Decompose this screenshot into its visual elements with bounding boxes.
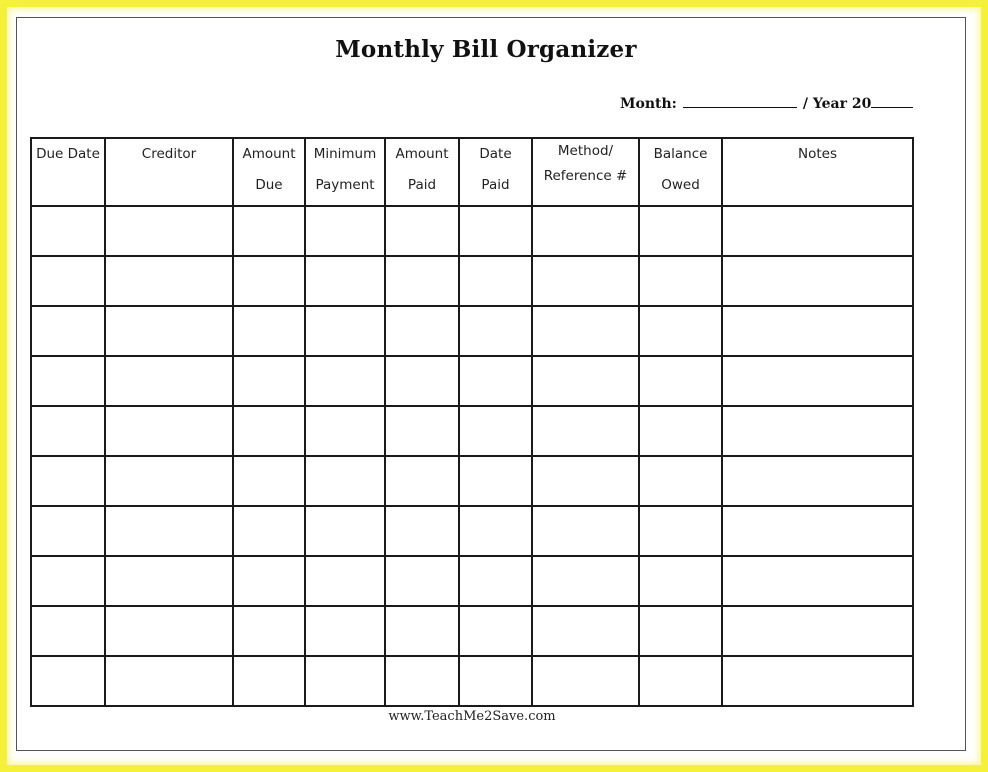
table-cell[interactable] bbox=[31, 206, 105, 256]
table-cell[interactable] bbox=[31, 556, 105, 606]
table-cell[interactable] bbox=[459, 456, 532, 506]
table-row bbox=[31, 356, 913, 406]
table-cell[interactable] bbox=[385, 506, 459, 556]
table-cell[interactable] bbox=[105, 206, 233, 256]
table-cell[interactable] bbox=[385, 606, 459, 656]
table-cell[interactable] bbox=[722, 456, 913, 506]
table-cell[interactable] bbox=[233, 456, 305, 506]
table-cell[interactable] bbox=[459, 606, 532, 656]
table-cell[interactable] bbox=[385, 456, 459, 506]
year-label: / Year 20 bbox=[802, 96, 872, 112]
month-label: Month: bbox=[620, 96, 677, 112]
table-row bbox=[31, 206, 913, 256]
table-cell[interactable] bbox=[532, 256, 639, 306]
table-cell[interactable] bbox=[532, 406, 639, 456]
table-cell[interactable] bbox=[31, 656, 105, 706]
table-cell[interactable] bbox=[233, 306, 305, 356]
table-cell[interactable] bbox=[233, 256, 305, 306]
table-cell[interactable] bbox=[722, 556, 913, 606]
table-cell[interactable] bbox=[385, 556, 459, 606]
header-row bbox=[31, 138, 913, 206]
col-header-due-date: Due Date bbox=[31, 138, 105, 206]
table-cell[interactable] bbox=[305, 256, 385, 306]
table-cell[interactable] bbox=[233, 406, 305, 456]
table-cell[interactable] bbox=[233, 506, 305, 556]
table-row bbox=[31, 456, 913, 506]
table-cell[interactable] bbox=[532, 606, 639, 656]
page-title: Monthly Bill Organizer bbox=[335, 36, 637, 63]
table-cell[interactable] bbox=[639, 206, 722, 256]
table-cell[interactable] bbox=[385, 256, 459, 306]
table-cell[interactable] bbox=[31, 606, 105, 656]
table-row bbox=[31, 556, 913, 606]
table-cell[interactable] bbox=[639, 556, 722, 606]
table-cell[interactable] bbox=[385, 306, 459, 356]
table-cell[interactable] bbox=[31, 456, 105, 506]
table-cell[interactable] bbox=[31, 356, 105, 406]
table-body bbox=[31, 206, 913, 706]
table-cell[interactable] bbox=[233, 356, 305, 406]
month-blank[interactable] bbox=[683, 95, 797, 108]
table-cell[interactable] bbox=[639, 456, 722, 506]
table-cell[interactable] bbox=[532, 556, 639, 606]
table-cell[interactable] bbox=[305, 206, 385, 256]
table-cell[interactable] bbox=[639, 356, 722, 406]
table-cell[interactable] bbox=[459, 306, 532, 356]
col-header-amount-paid: Amount Paid bbox=[385, 138, 459, 206]
table-cell[interactable] bbox=[385, 206, 459, 256]
table-cell[interactable] bbox=[105, 456, 233, 506]
table-cell[interactable] bbox=[31, 306, 105, 356]
table-row bbox=[31, 406, 913, 456]
table-cell[interactable] bbox=[31, 256, 105, 306]
table-cell[interactable] bbox=[31, 406, 105, 456]
table-cell[interactable] bbox=[459, 206, 532, 256]
table-cell[interactable] bbox=[105, 656, 233, 706]
table-cell[interactable] bbox=[459, 406, 532, 456]
col-header-amount-due: Amount Due bbox=[233, 138, 305, 206]
table-cell[interactable] bbox=[722, 656, 913, 706]
year-blank[interactable] bbox=[871, 95, 913, 108]
table-cell[interactable] bbox=[639, 506, 722, 556]
table-cell[interactable] bbox=[305, 406, 385, 456]
table-cell[interactable] bbox=[639, 306, 722, 356]
table-row bbox=[31, 606, 913, 656]
col-header-date-paid: Date Paid bbox=[459, 138, 532, 206]
table-cell[interactable] bbox=[722, 256, 913, 306]
table-cell[interactable] bbox=[233, 206, 305, 256]
footer-website: www.TeachMe2Save.com bbox=[388, 709, 556, 724]
bill-table bbox=[30, 137, 914, 707]
table-cell[interactable] bbox=[305, 606, 385, 656]
table-cell[interactable] bbox=[105, 356, 233, 406]
table-row bbox=[31, 256, 913, 306]
table-cell[interactable] bbox=[459, 506, 532, 556]
month-year-field bbox=[620, 95, 913, 112]
table-cell[interactable] bbox=[233, 556, 305, 606]
col-header-notes: Notes bbox=[722, 138, 913, 206]
table-cell[interactable] bbox=[459, 256, 532, 306]
table-cell[interactable] bbox=[532, 306, 639, 356]
table-cell[interactable] bbox=[105, 606, 233, 656]
table-cell[interactable] bbox=[459, 656, 532, 706]
table-cell[interactable] bbox=[105, 556, 233, 606]
table-cell[interactable] bbox=[105, 506, 233, 556]
table-cell[interactable] bbox=[105, 306, 233, 356]
table-cell[interactable] bbox=[31, 506, 105, 556]
col-header-balance-owed: Balance Owed bbox=[639, 138, 722, 206]
col-header-minimum-payment: Minimum Payment bbox=[305, 138, 385, 206]
table-cell[interactable] bbox=[722, 206, 913, 256]
table-cell[interactable] bbox=[722, 306, 913, 356]
table-cell[interactable] bbox=[105, 406, 233, 456]
table-row bbox=[31, 656, 913, 706]
table-cell[interactable] bbox=[639, 606, 722, 656]
table-cell[interactable] bbox=[305, 306, 385, 356]
table-cell[interactable] bbox=[233, 606, 305, 656]
table-cell[interactable] bbox=[459, 356, 532, 406]
table-cell[interactable] bbox=[385, 356, 459, 406]
table-cell[interactable] bbox=[105, 256, 233, 306]
table-cell[interactable] bbox=[532, 506, 639, 556]
table-cell[interactable] bbox=[639, 406, 722, 456]
table-cell[interactable] bbox=[459, 556, 532, 606]
table-cell[interactable] bbox=[305, 656, 385, 706]
table-cell[interactable] bbox=[532, 656, 639, 706]
table-cell[interactable] bbox=[722, 606, 913, 656]
table-row bbox=[31, 506, 913, 556]
table-cell[interactable] bbox=[639, 256, 722, 306]
table-cell[interactable] bbox=[532, 456, 639, 506]
table-cell[interactable] bbox=[305, 506, 385, 556]
table-cell[interactable] bbox=[532, 206, 639, 256]
table-cell[interactable] bbox=[722, 406, 913, 456]
table-cell[interactable] bbox=[385, 406, 459, 456]
table-cell[interactable] bbox=[385, 656, 459, 706]
col-header-method-reference: Method/ Reference # bbox=[532, 138, 639, 206]
table-cell[interactable] bbox=[305, 356, 385, 406]
table-cell[interactable] bbox=[639, 656, 722, 706]
table-cell[interactable] bbox=[233, 656, 305, 706]
table-cell[interactable] bbox=[305, 556, 385, 606]
table-cell[interactable] bbox=[722, 356, 913, 406]
table-row bbox=[31, 306, 913, 356]
col-header-creditor: Creditor bbox=[105, 138, 233, 206]
table-cell[interactable] bbox=[305, 456, 385, 506]
table-cell[interactable] bbox=[722, 506, 913, 556]
table-cell[interactable] bbox=[532, 356, 639, 406]
